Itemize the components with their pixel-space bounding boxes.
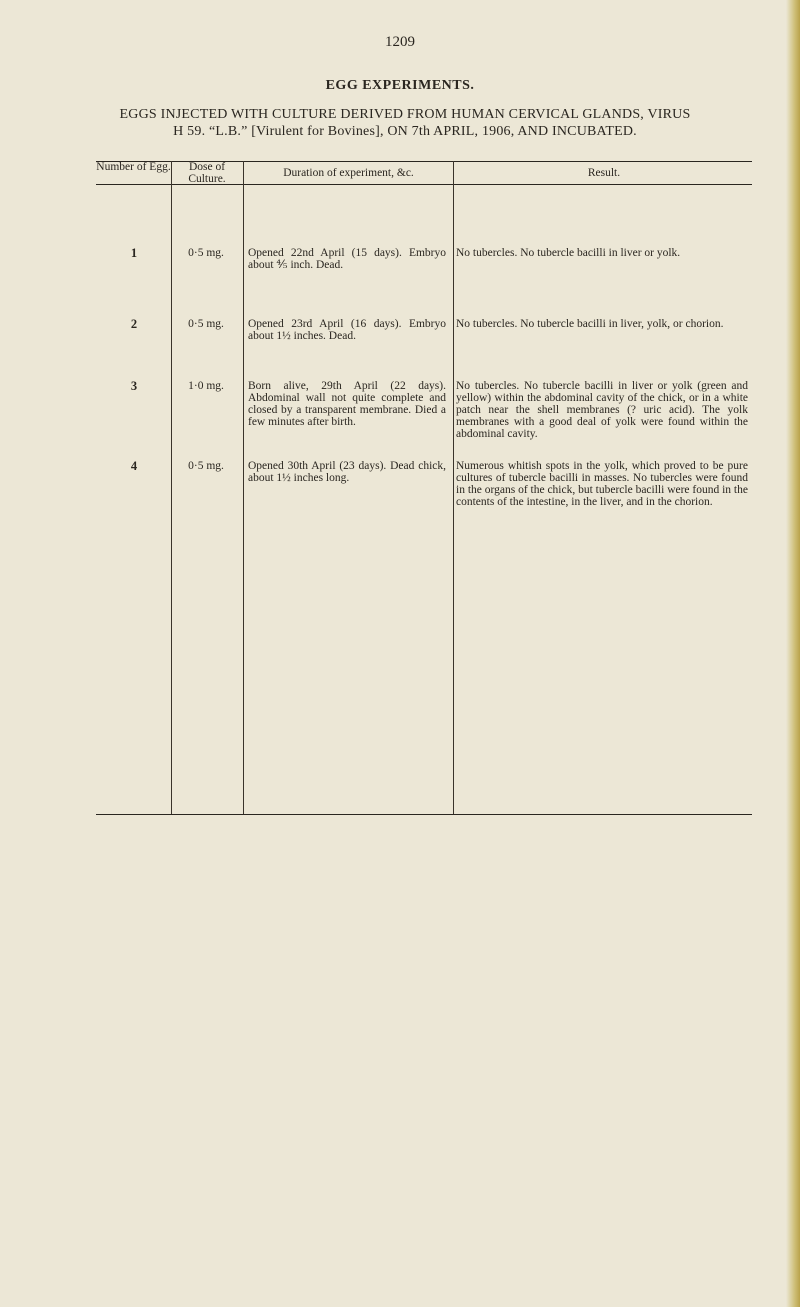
dose-value: 1·0 mg.: [188, 380, 224, 392]
table-caption: [60, 106, 750, 140]
header-dose: Dose of Culture.: [188, 161, 226, 185]
dose-value: 0·5 mg.: [188, 318, 224, 330]
result-text: No tubercles. No tubercle bacilli in liver or yolk.: [456, 247, 681, 259]
page-number: 1209: [385, 34, 415, 50]
dose-value: 0·5 mg.: [188, 460, 224, 472]
duration-text: Opened 23rd April (16 days). Embryo about 1½ inches. Dead.: [248, 318, 446, 342]
duration-text: Opened 22nd April (15 days). Embryo about ⅘ inch. Dead.: [248, 247, 446, 271]
dose-value: 0·5 mg.: [188, 247, 224, 259]
duration-text: Opened 30th April (23 days). Dead chick, about 1½ inches long.: [248, 460, 446, 484]
egg-number: 1: [130, 246, 138, 260]
column-divider: [243, 161, 244, 814]
egg-number: 4: [130, 459, 138, 473]
caption-line-2: H 59. “L.B.” [Virulent for Bovines], ON 7th APRIL, 1906, AND INCUBATED.: [173, 124, 637, 139]
egg-number: 3: [130, 379, 138, 393]
page-edge-stain: [786, 0, 800, 1307]
header-result: Result.: [587, 167, 621, 179]
header-number: Number of Egg.: [96, 161, 171, 173]
result-text: No tubercles. No tubercle bacilli in liver, yolk, or chorion.: [456, 318, 724, 330]
results-table: [96, 161, 752, 817]
duration-text: Born alive, 29th April (22 days). Abdominal wall not quite complete and closed by a transparent membrane. Died a few minutes after birth.: [248, 380, 446, 428]
result-text: Numerous whitish spots in the yolk, which proved to be pure cultures of tubercle bacilli in masses. No tubercles were found in the organs of the chick, but tubercle bacilli were found in the contents of the intestine, in the liver, and in the chorion.: [456, 460, 748, 508]
result-text: No tubercles. No tubercle bacilli in liver or yolk (green and yellow) within the abdominal cavity of the chick, or in a white patch near the shell membranes (? uric acid). The yolk membranes with a good deal of yolk were found within the abdominal cavity.: [456, 380, 748, 440]
column-divider: [453, 161, 454, 814]
egg-number: 2: [130, 317, 138, 331]
section-title: EGG EXPERIMENTS.: [325, 78, 475, 93]
table-bottom-rule: [96, 814, 752, 815]
header-duration: Duration of experiment, &c.: [283, 167, 414, 179]
caption-line-1: EGGS INJECTED WITH CULTURE DERIVED FROM HUMAN CERVICAL GLANDS, VIRUS: [119, 107, 691, 122]
